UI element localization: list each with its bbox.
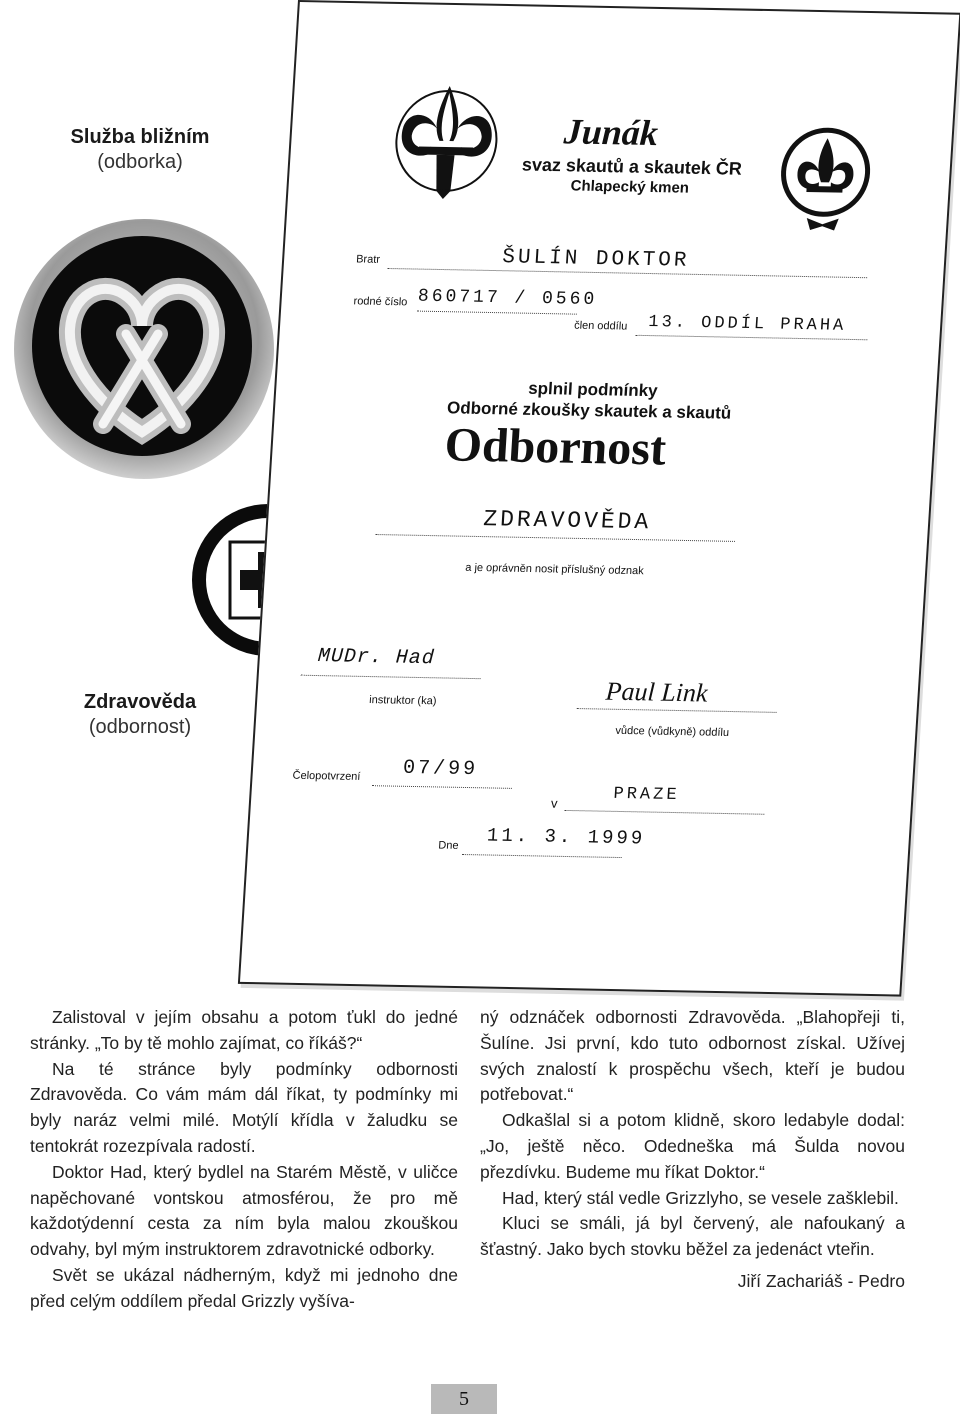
caption-service-subtitle: (odborka) <box>97 151 183 173</box>
caption-service <box>40 125 240 175</box>
article-paragraph: Svět se ukázal nádherným, když mi jednoho dne před celým oddílem předal Grizzly vyšíva- <box>30 1264 458 1311</box>
scout-certificate <box>238 0 960 997</box>
org-subtitle: svaz skautů a skautek ČR <box>521 154 743 179</box>
brother-value: ŠULÍN DOKTOR <box>501 246 691 273</box>
article-paragraph: ný odznáček odbornosti Zdravověda. „Blahopřeji ti, Šulíne. Jsi první, kdo tuto odbornost získal. Užívej svých znalostí k prospěchu všech, kteří je budou potřebovat.“ <box>480 1007 905 1105</box>
member-value: 13. ODDÍL PRAHA <box>647 313 847 336</box>
birth-number-label: rodné číslo <box>353 295 408 309</box>
fleur-de-lis-icon <box>776 125 875 237</box>
exam-text: Odborné zkoušky skautek a skautů <box>446 398 732 423</box>
caption-service-title: Služba bližním <box>70 126 210 148</box>
caption-health-title: Zdravověda <box>83 691 197 713</box>
scout-lily-emblem-icon <box>388 80 505 202</box>
org-unit: Chlapecký kmen <box>570 177 690 197</box>
article-left-column <box>30 1005 458 1315</box>
article-paragraph: Doktor Had, který bydlel na Starém Městě, v uličce napěchované vontskou atmosférou, že pro mě každotýdenní cesta za ním byla malou zkouškou odvahy, byl mým instruktorem zdravotnické odborky. <box>30 1161 458 1260</box>
article-paragraph: Zalistoval v jejím obsahu a potom ťukl do jedné stránky. „To by tě mohlo zajímat, co říkáš?“ <box>30 1007 458 1053</box>
caption-health <box>40 690 240 740</box>
article-author: Jiří Zachariáš - Pedro <box>737 1270 905 1291</box>
confirmation-label: Čelopotvrzení <box>292 769 361 783</box>
date-label: Dne <box>437 839 459 852</box>
confirmation-value: 07/99 <box>402 756 479 782</box>
article-paragraph: Na té stránce byly podmínky odbornosti Zdravověda. Co vám mám dál říkat, ty podmínky mi byly naráz velmi milé. Motýlí křídla v žaludku se tentokrát rozezpívala radostí. <box>30 1058 458 1156</box>
article-paragraph: Kluci se smáli, já byl červený, ale nafoukaný a šťastný. Jako bych stovku běžel za jedenáct vteřin. <box>480 1213 905 1260</box>
entitled-text: a je oprávněn nosit příslušný odznak <box>464 561 645 578</box>
page-number: 5 <box>431 1384 497 1414</box>
member-label: člen oddílu <box>573 319 628 333</box>
article-paragraph: Had, který stál vedle Grizzlyho, se vesele zašklebil. <box>502 1187 899 1208</box>
article-paragraph: Odkašlal si a potom klidně, skoro ledabyle dodal: „Jo, ještě něco. Odedneška má Šulda novou přezdívku. Budeme mu říkat Doktor.“ <box>480 1110 905 1182</box>
heart-badge-icon <box>8 214 280 484</box>
leader-signature: Paul Link <box>604 676 709 708</box>
caption-health-subtitle: (odbornost) <box>88 716 192 738</box>
specialty-value: ZDRAVOVĚDA <box>482 506 652 536</box>
birth-number-value: 860717 / 0560 <box>417 286 598 311</box>
fulfilled-text: splnil podmínky <box>527 378 659 401</box>
brother-label: Bratr <box>355 253 381 266</box>
leader-label: vůdce (vůdkyně) oddílu <box>615 724 730 739</box>
certificate-heading: Odbornost <box>443 418 668 476</box>
article-right-column <box>480 1005 905 1295</box>
place-label: v <box>550 795 558 811</box>
org-name: Junák <box>562 111 660 154</box>
place-value: PRAZE <box>612 784 681 806</box>
date-value: 11. 3. 1999 <box>486 824 646 850</box>
instructor-label: instruktor (ka) <box>368 694 437 708</box>
instructor-signature: MUDr. Had <box>317 645 436 671</box>
